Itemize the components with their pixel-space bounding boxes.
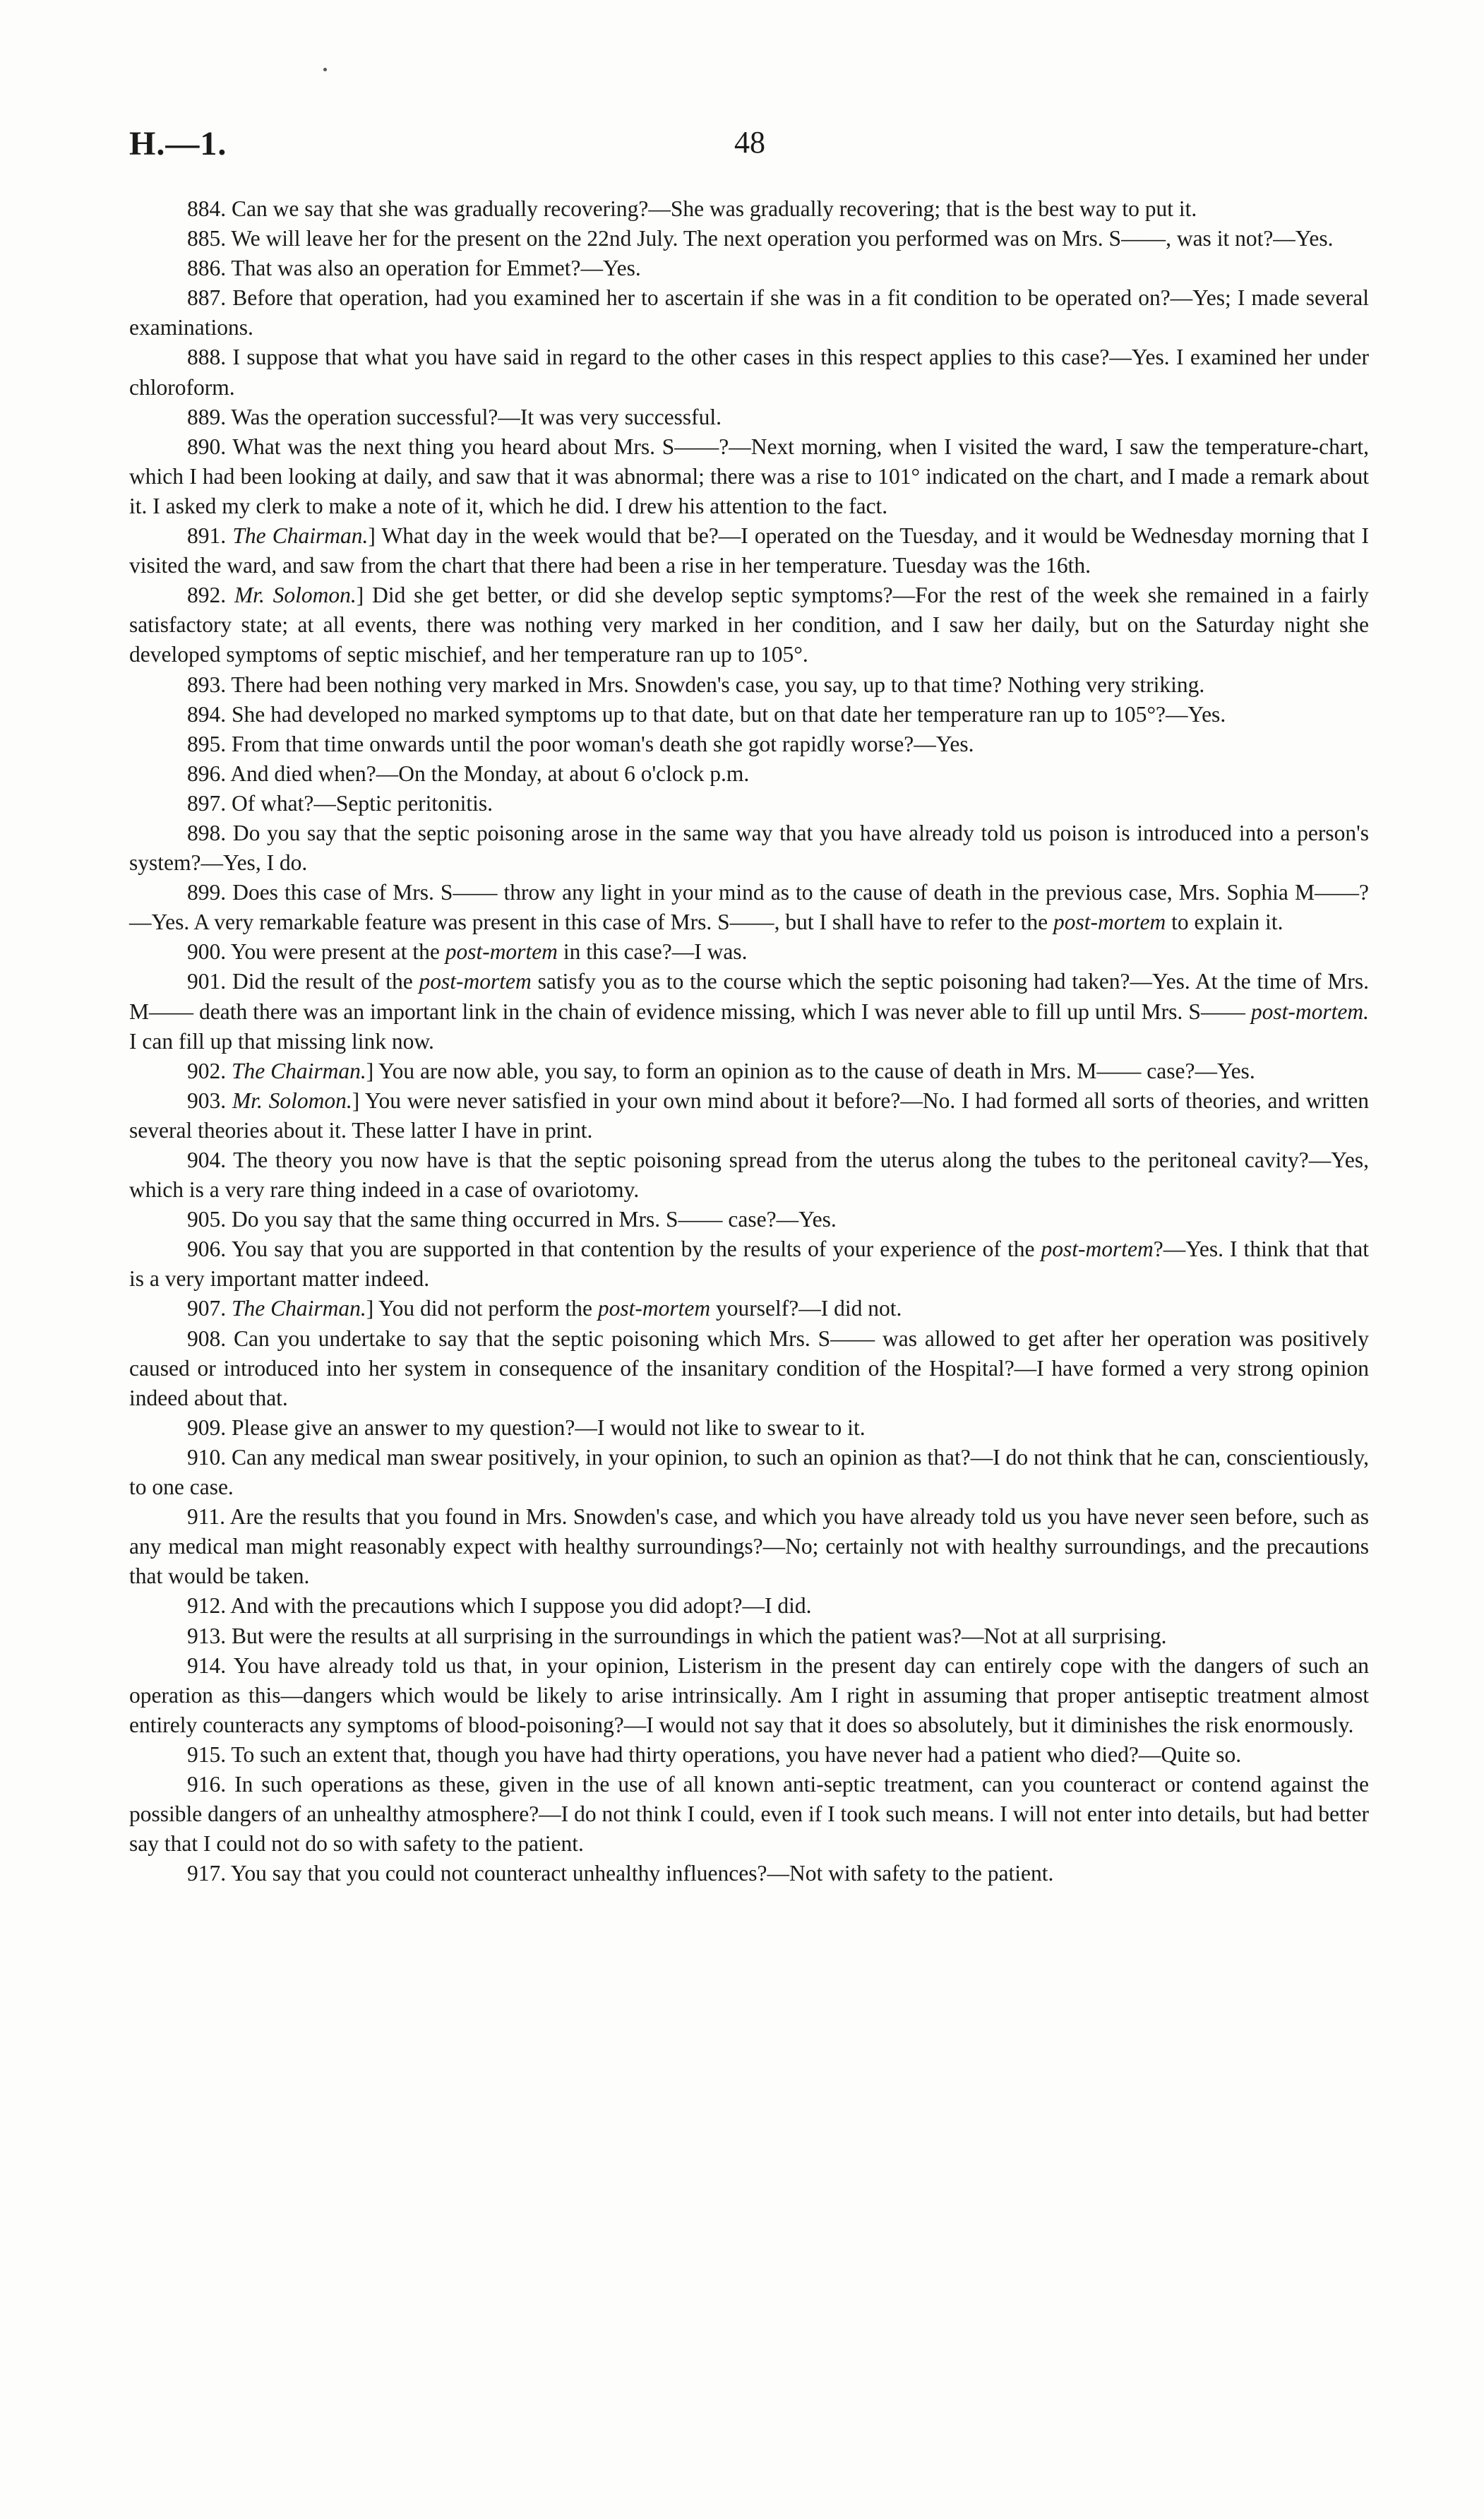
question-number: 908.: [187, 1326, 227, 1351]
italic-phrase: post-mortem: [1053, 910, 1166, 935]
question-number: 885.: [187, 226, 227, 251]
question-paragraph: [129, 283, 1369, 343]
question-number: 912.: [187, 1593, 227, 1619]
question-number: 911.: [187, 1504, 225, 1530]
question-number: 898.: [187, 820, 227, 845]
question-number: 906.: [187, 1237, 227, 1262]
paragraph-text: Do you say that the same thing occurred in Mrs. S—— case?—Yes.: [226, 1207, 837, 1232]
question-paragraph: [129, 1056, 1369, 1086]
paragraph-text: From that time onwards until the poor woman's death she got rapidly worse?—Yes.: [226, 731, 974, 756]
italic-phrase: post-mortem.: [1250, 999, 1369, 1024]
question-paragraph: [129, 1651, 1369, 1740]
question-paragraph: [129, 1086, 1369, 1145]
question-number: 903.: [187, 1088, 227, 1113]
paragraph-text: She had developed no marked symptoms up to that date, but on that date her temperature ran up to 105°?—Yes.: [226, 701, 1226, 727]
question-number: 897.: [187, 790, 227, 816]
italic-phrase: post-mortem: [445, 939, 558, 965]
question-number: 890.: [187, 434, 227, 459]
paragraph-text: [226, 1296, 232, 1321]
question-number: 905.: [187, 1207, 227, 1232]
question-number: 886.: [187, 256, 227, 281]
paragraph-text: [226, 583, 234, 607]
paragraph-text: in this case?—I was.: [557, 939, 748, 965]
paragraph-text: We will leave her for the present on the 22nd July. The next operation you performed was on Mrs. S——, was it not?—Yes.: [226, 226, 1334, 251]
paragraph-text: You were present at the: [226, 939, 445, 965]
question-number: 901.: [187, 969, 227, 994]
question-paragraph: [129, 759, 1369, 789]
question-paragraph: [129, 789, 1369, 818]
question-number: 915.: [187, 1741, 227, 1767]
question-paragraph: [129, 1740, 1369, 1770]
question-paragraph: [129, 1324, 1369, 1413]
question-paragraph: [129, 1205, 1369, 1234]
question-number: 916.: [187, 1771, 227, 1797]
question-paragraph: [129, 521, 1369, 580]
document-reference: H.—1.: [129, 125, 227, 162]
question-paragraph: [129, 1859, 1369, 1888]
question-paragraph: [129, 432, 1369, 521]
italic-phrase: post-mortem: [597, 1296, 711, 1321]
question-paragraph: [129, 224, 1369, 254]
question-number: 917.: [187, 1861, 227, 1886]
question-paragraph: [129, 254, 1369, 283]
paragraph-text: And with the precautions which I suppose you did adopt?—I did.: [226, 1593, 812, 1619]
question-paragraph: [129, 580, 1369, 669]
paragraph-text: Did the result of the: [226, 969, 419, 994]
paragraph-text: And died when?—On the Monday, at about 6 o'clock p.m.: [226, 761, 750, 786]
question-paragraph: [129, 1234, 1369, 1294]
question-paragraph: [129, 1591, 1369, 1621]
paragraph-text: You say that you could not counteract unhealthy influences?—Not with safety to the patient.: [226, 1861, 1054, 1886]
paragraph-text: Can any medical man swear positively, in your opinion, to such an opinion as that?—I do not think that he can, conscientiously, to one case.: [129, 1444, 1369, 1500]
question-number: 907.: [187, 1296, 227, 1321]
question-paragraph: [129, 1502, 1369, 1591]
question-paragraph: [129, 700, 1369, 730]
testimony-body: [129, 194, 1369, 1888]
paragraph-text: I can fill up that missing link now.: [129, 1028, 434, 1054]
paragraph-text: Can we say that she was gradually recovering?—She was gradually recovering; that is the best way to put it.: [226, 196, 1197, 221]
question-paragraph: [129, 1621, 1369, 1651]
paragraph-text: I suppose that what you have said in regard to the other cases in this respect applies to this case?—Yes. I examined her under chloroform.: [129, 345, 1369, 400]
paragraph-text: satisfy you as to the course which the septic poisoning had taken?—Yes. At the time of Mrs. M—— death there was an important link in the chain of evidence missing, which I was never able to fill up until Mrs. S——: [129, 969, 1369, 1024]
question-number: 904.: [187, 1148, 227, 1172]
question-number: 900.: [187, 939, 227, 965]
italic-phrase: The Chairman.: [232, 523, 369, 549]
question-number: 910.: [187, 1444, 227, 1470]
question-number: 913.: [187, 1623, 227, 1648]
paragraph-text: But were the results at all surprising in the surroundings in which the patient was?—Not at all surprising.: [226, 1623, 1167, 1648]
paragraph-text: Was the operation successful?—It was very successful.: [226, 404, 722, 429]
question-number: 889.: [187, 404, 227, 429]
paragraph-text: In such operations as these, given in the use of all known anti-septic treatment, can you counteract or contend against the possible dangers of an unhealthy atmosphere?—I do not think I could, even if I took such means. I will not enter into details, but had better say that I could not do so with safety to the patient.: [129, 1771, 1369, 1857]
question-number: 899.: [187, 880, 227, 905]
paragraph-text: [226, 1088, 232, 1113]
question-number: 884.: [187, 196, 227, 221]
question-paragraph: [129, 194, 1369, 224]
paragraph-text: [226, 1059, 232, 1083]
question-paragraph: [129, 967, 1369, 1056]
italic-phrase: post-mortem: [419, 969, 532, 994]
question-number: 887.: [187, 285, 227, 311]
paragraph-text: ] You did not perform the: [366, 1296, 598, 1321]
paragraph-text: ?—Yes. I think that that is a very important matter indeed.: [129, 1237, 1369, 1292]
paragraph-text: To such an extent that, though you have had thirty operations, you have never had a patient who died?—Quite so.: [226, 1741, 1242, 1767]
paragraph-text: You have already told us that, in your opinion, Listerism in the present day can entirely cope with the dangers of such an operation as this—dangers which would be likely to arise intrinsically. Am I right in assuming that proper antiseptic treatment almost entirely counteracts any symptoms of blood-poisoning?—I would not say that it does so absolutely, but it diminishes the risk enormously.: [129, 1652, 1369, 1737]
paragraph-text: What was the next thing you heard about Mrs. S——?—Next morning, when I visited the ward, I saw the temperature-chart, which I had been looking at daily, and saw that it was abnormal; there was a rise to 101° indicated on the chart, and I made a remark about it. I asked my clerk to make a note of it, which he did. I drew his attention to the fact.: [129, 434, 1369, 518]
question-number: 896.: [187, 761, 227, 786]
question-number: 894.: [187, 701, 227, 727]
page-number: 48: [734, 125, 765, 160]
question-paragraph: [129, 670, 1369, 700]
question-paragraph: [129, 1443, 1369, 1502]
paragraph-text: to explain it.: [1166, 910, 1283, 935]
paragraph-text: Does this case of Mrs. S—— throw any light in your mind as to the cause of death in the previous case, Mrs. Sophia M——?—Yes. A very remarkable feature was present in this case of Mrs. S——, but I shall have to refer to the: [129, 880, 1369, 935]
italic-phrase: Mr. Solomon.: [234, 583, 357, 608]
paragraph-text: There had been nothing very marked in Mrs. Snowden's case, you say, up to that time? Nothing very striking.: [226, 672, 1205, 697]
paragraph-text: Do you say that the septic poisoning arose in the same way that you have already told us poison is introduced into a person's system?—Yes, I do.: [129, 820, 1369, 876]
paragraph-text: Of what?—Septic peritonitis.: [226, 790, 493, 816]
paragraph-text: You say that you are supported in that contention by the results of your experience of the: [226, 1237, 1041, 1262]
question-paragraph: [129, 937, 1369, 967]
paragraph-text: ] Did she get better, or did she develop septic symptoms?—For the rest of the week she remained in a fairly satisfactory state; at all events, there was nothing very marked in her condition, and I saw her daily, but on the Saturday night she developed symptoms of septic mischief, and her temperature ran up to 105°.: [129, 583, 1369, 667]
question-paragraph: [129, 1413, 1369, 1443]
paragraph-text: ] You are now able, you say, to form an opinion as to the cause of death in Mrs. M—— case?—Yes.: [366, 1058, 1255, 1083]
paragraph-text: yourself?—I did not.: [710, 1296, 902, 1321]
paragraph-text: Please give an answer to my question?—I would not like to swear to it.: [226, 1415, 866, 1440]
question-number: 892.: [187, 583, 227, 608]
question-paragraph: [129, 730, 1369, 759]
question-paragraph: [129, 1294, 1369, 1323]
italic-phrase: The Chairman.: [232, 1296, 366, 1321]
question-number: 895.: [187, 731, 227, 756]
paragraph-text: Before that operation, had you examined her to ascertain if she was in a fit condition to be operated on?—Yes; I made several examinations.: [129, 285, 1369, 340]
question-paragraph: [129, 878, 1369, 937]
paragraph-text: The theory you now have is that the septic poisoning spread from the uterus along the tubes to the peritoneal cavity?—Yes, which is a very rare thing indeed in a case of ovariotomy.: [129, 1148, 1369, 1203]
question-paragraph: [129, 343, 1369, 402]
print-speck: [323, 68, 327, 71]
question-number: 902.: [187, 1058, 227, 1083]
italic-phrase: Mr. Solomon.: [232, 1088, 352, 1113]
paragraph-text: ] What day in the week would that be?—I operated on the Tuesday, and it would be Wednesday morning that I visited the ward, and saw from the chart that there had been a rise in her temperature. Tuesday was the 16th.: [129, 523, 1370, 578]
paragraph-text: Are the results that you found in Mrs. Snowden's case, and which you have already told us you have never seen before, such as any medical man might reasonably expect with healthy surroundings?—No; certainly not with healthy surroundings, and the precautions that would be taken.: [129, 1504, 1369, 1589]
question-number: 914.: [187, 1652, 227, 1678]
question-paragraph: [129, 1770, 1369, 1859]
question-paragraph: [129, 403, 1369, 432]
italic-phrase: post-mortem: [1041, 1237, 1154, 1262]
question-paragraph: [129, 1145, 1369, 1205]
italic-phrase: The Chairman.: [232, 1058, 366, 1083]
paragraph-text: [226, 523, 232, 548]
paragraph-text: That was also an operation for Emmet?—Yes.: [226, 256, 641, 281]
question-number: 893.: [187, 672, 227, 697]
paragraph-text: ] You were never satisfied in your own mind about it before?—No. I had formed all sorts of theories, and written several theories about it. These latter I have in print.: [129, 1088, 1370, 1143]
question-number: 909.: [187, 1415, 227, 1440]
question-number: 891.: [187, 523, 227, 549]
paragraph-text: Can you undertake to say that the septic poisoning which Mrs. S—— was allowed to get after her operation was positively caused or introduced into her system in consequence of the insanitary condition of the Hospital?—I have formed a very strong opinion indeed about that.: [129, 1326, 1369, 1410]
question-paragraph: [129, 818, 1369, 878]
question-number: 888.: [187, 345, 227, 370]
